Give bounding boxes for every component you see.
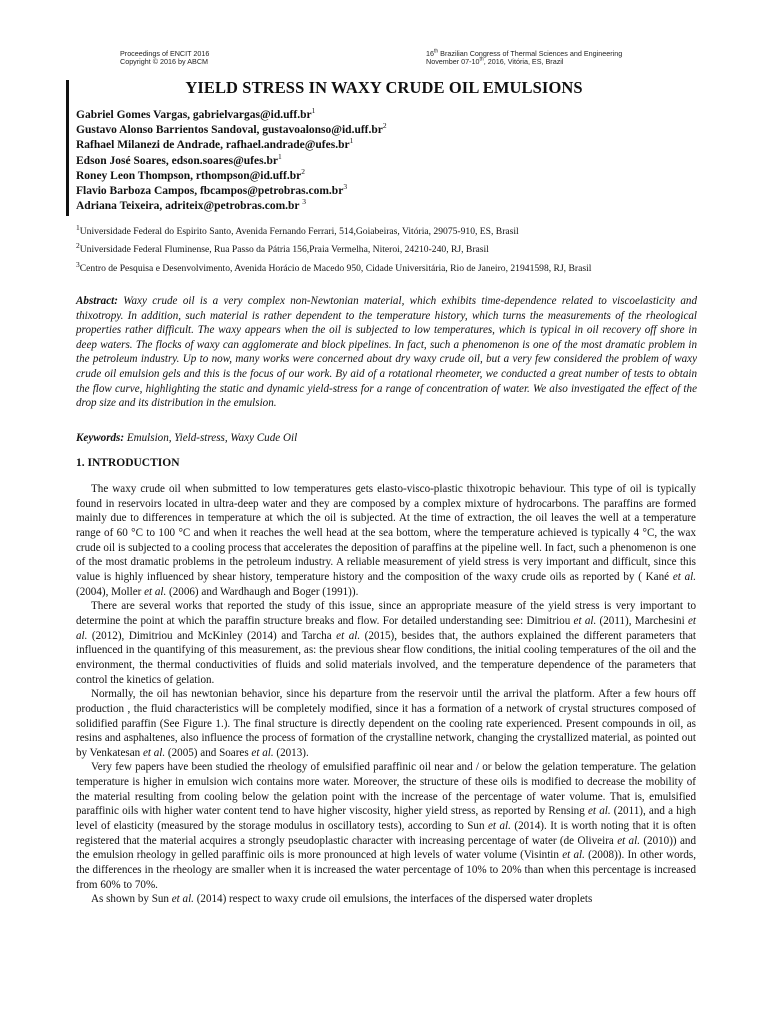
proceedings-line: Proceedings of ENCIT 2016 [120,49,210,58]
author-line: Flavio Barboza Campos, $fbcampos@petrobras.com.br^3$ [76,182,348,198]
copyright-line: Copyright © 2016 by ABCM [120,57,208,67]
date-place-line: November 07-10th, 2016, Vitória, ES, Brazil [426,57,564,67]
affiliation-list [76,223,702,278]
affiliation-line: $^1$Universidade Federal do Espirito Santo, Avenida Fernando Ferrari, 514,Goiabeiras, Vitória, 29075-910, ES, Brasil [76,222,519,237]
affiliation-line: $^3$Centro de Pesquisa e Desenvolvimento, Avenida Horácio de Macedo 950, Cidade Universitária, Rio de Janeiro, 21941598, RJ, Brasil [76,259,592,274]
author-line: Adriana Teixeira, adriteix@petrobras.com.br $^3$ [76,197,306,213]
paragraph: There are several works that reported the study of this issue, since an appropriate measure of the yield stress is very important to determine the point at which the paraffin structure breaks and flow. For detailed understanding see: Dimitriou et al. (2011), Marchesini et al. (2012), Dimitriou and McKinley (2014) and Tarcha et al. (2015), besides that, the authors explained the different parameters that influenced in the quantifying of this measurement, as: the previous shear flow conditions, the initial cooling temperatures of the oil and the environment, the thermal conductivities of fluids and solid materials involved, and the temperature dependence of the parameters that control the kinetics of gelation. [76,600,697,686]
author-line: Roney Leon Thompson, $rthompson@id.uff.br^2$ [76,166,305,182]
paragraph: Normally, the oil has newtonian behavior, since his departure from the reservoir until the arrival the platform. After a few hours off production , the fluid characteristics will be completely modified, since it has a formation of a network of crystal structures composed of solidified paraffin (See Figure 1.). The final structure is directly dependent on the cooling rate experienced. Present compounds in oil, as resins and asphaltenes, also influence the process of formation of the crystalline network, changing the crystallized material, as pointed out by Venkatesan et al. (2005) and Soares et al. (2013). [76,688,696,759]
author-line: Gustavo Alonso Barrientos Sandoval, $gustavoalonso@id.uff.br^2$ [76,121,387,137]
paper-title: YIELD STRESS IN WAXY CRUDE OIL EMULSIONS [185,78,583,97]
left-margin-bar [66,80,69,216]
author-line: Rafhael Milanezi de Andrade, $rafhael.andrade@ufes.br^1$ [76,136,354,152]
body-text [76,482,696,907]
running-header-left [120,50,209,67]
author-list [76,108,387,214]
paragraph: The waxy crude oil when submitted to low temperatures gets elasto-visco-plastic thixotropic behaviour. This type of oil is typically found in reservoirs located in ultra-deep water and they are composed by a complex mixture of hydrocarbons. The paraffins are formed mainly due to differences in temperature at which the oil is subjected. At the time of extraction, the oil leaves the well at a temperature range of 60 °C to 100 °C and when it reaches the well head at the sea bottom, where the temperature achieved is typically 4 °C, the wax crude oil is subjected to a cooling process that accelerates the deposition of paraffins at the pipeline well. In fact, such a phenomenon is one of the most dramatic problems in the petroleum industry. A reliable measurement of yield stress is very important and difficult, since this value is highly influenced by shear history, temperature history and the composition of the waxy crude oils as reported by ( Kané et al. (2004), Moller et al. (2006) and Wardhaugh and Boger (1991)). [76,483,696,598]
congress-line: 16th Brazilian Congress of Thermal Sciences and Engineering [426,48,623,58]
running-header-right [426,50,622,67]
keywords [76,431,297,446]
paragraph: Very few papers have been studied the rheology of emulsified paraffinic oil near and / or below the gelation temperature. The gelation temperature is higher in emulsion wich contains more water. Moreover, the structure of these oils is modified to decrease the mobility of the material resulting from cooling below the gelation point with the increase of the percentage of water volume. That is, emulsified paraffinic oils with higher water content tend to have higher viscosity, higher yield stress, as reported by Rensing et al. (2011), and a high level of elasticity (measured by the storage modulus in oscillatory tests), according to Sun et al. (2014). It is worth noting that it is often registered that the material acquires a strongly pseudoplastic character with increasing percentage of water (de Oliveira et al. (2010)) and the emulsion rheology in gelled paraffinic oils is more pronounced at high levels of water volume (Visintin et al. (2008)). In other words, the differences in the rheology are smaller when it is increased the water percentage of 10% to 20% than when this percentage is increased from 60% to 70%. [76,761,697,891]
section-heading: 1. INTRODUCTION [76,457,180,469]
paragraph: As shown by Sun et al. (2014) respect to waxy crude oil emulsions, the interfaces of the dispersed water droplets [91,893,593,906]
keywords-label: Keywords: [76,432,125,444]
affiliation-line: $^2$Universidade Federal Fluminense, Rua Passo da Pátria 156,Praia Vermelha, Niteroi, 24210-240, RJ, Brasil [76,241,489,256]
author-line: Edson José Soares, $edson.soares@ufes.br^1$ [76,151,282,167]
abstract-text: Waxy crude oil is a very complex non-Newtonian material, which exhibits time-dependence related to viscoelasticity and thixotropy. In addition, such material is rather dependent to the temperature history, which turns the measurements of the rheological properties rather difficult. The waxy appears when the oil is subjected to low temperatures, which is typical in oil recovery off shore in deep waters. The flocks of waxy can agglomerate and block pipelines. In fact, such a phenomenon is one of the most dramatic problem in the petroleum industry. Up to now, many works were concerned about dry waxy crude oil, but a very few considered the problem of waxy crude oil emulsion gels and this is the focus of our work. By aid of a rotational rheometer, we conducted a great number of tests to obtain the flow curve, highlighting the static and dynamic yield-stress for a range of concentration of water. We also investigated the effect of the drop size and its distribution in the emulsion. [76,295,697,410]
author-line: Gabriel Gomes Vargas, $gabrielvargas@id.uff.br^1$ [76,106,316,121]
abstract [76,294,697,411]
abstract-label: Abstract: [76,295,118,307]
keywords-text: Emulsion, Yield-stress, Waxy Cude Oil [124,432,298,444]
